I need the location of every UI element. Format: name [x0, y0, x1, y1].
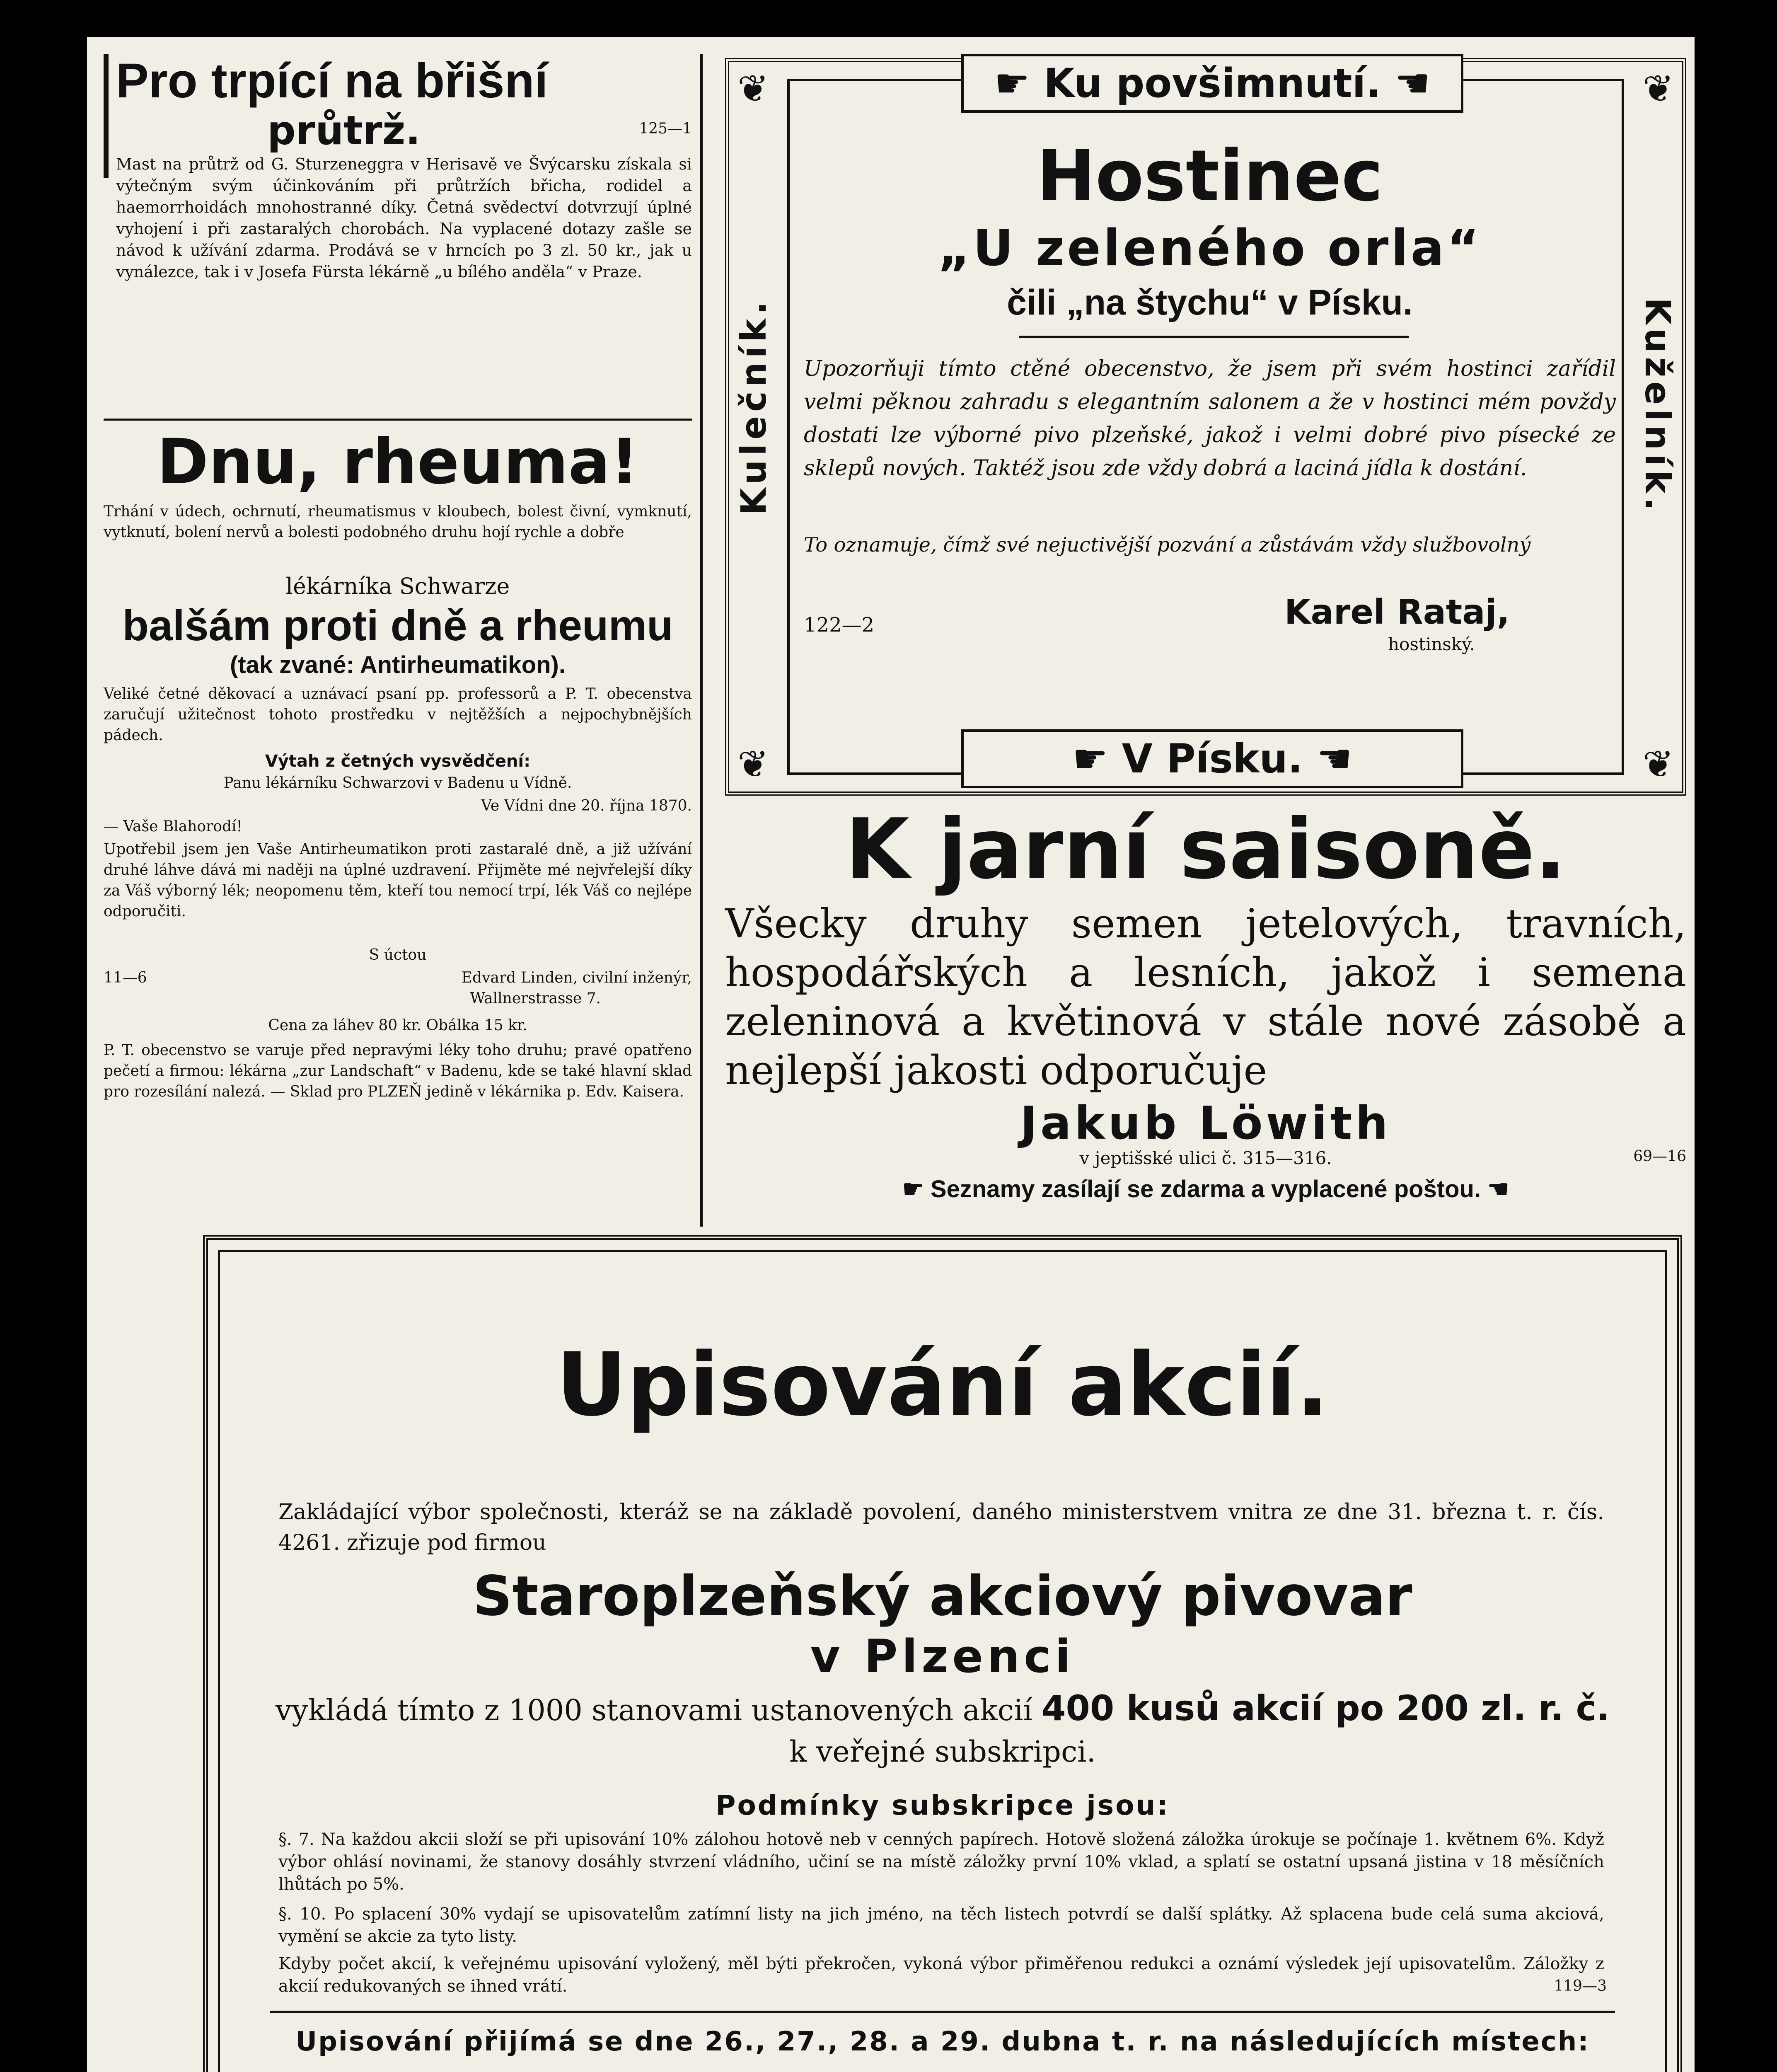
- condition-3: Kdyby počet akcií, k veřejnému upisování vyložený, měl býti překročen, vykoná výbor přiměřenou redukci a oznámí výsledek její upisovatelům. Záložky z akcií redukovaných se ihned vrátí.: [278, 1954, 1604, 1996]
- hostinec-ad: [725, 58, 1686, 796]
- hostinec-signature: Karel Rataj,: [1284, 593, 1510, 632]
- prutrz-body: Mast na průtrž od G. Sturzeneggra v Herisavě ve Švýcarsku získala si výtečným svým účinkováním při průtržích břicha, rodidel a haemorrhoidách mnohostranné díky. Četná svědectví dotvrzují úplné vyhojení i při zastaralých chorobách. Na vyplacené dotazy zašle se návod k užívání zdarma. Prodává se v hrncích po 3 zl. 50 kr., jak u vynálezce, tak i v Josefa Fürsta lékárně „u bílého anděla“ v Praze.: [116, 155, 692, 281]
- jarni-title: K jarní saisoně.: [845, 801, 1567, 898]
- pointing-hand-icon: ☚: [1395, 60, 1431, 107]
- condition-code: 119—3: [1554, 1978, 1607, 1995]
- banner-top-text: Ku povšimnutí.: [1044, 60, 1381, 107]
- dnu-excerpt-title: Výtah z četných vysvědčení:: [265, 752, 531, 771]
- offer-c: k veřejné subskripci.: [789, 1735, 1096, 1769]
- pointing-hand-icon: ☚: [1487, 1176, 1509, 1203]
- hostinec-body2: To oznamuje, čímž své nejuctivější pozvání a zůstávám vždy službovolný: [804, 533, 1531, 557]
- divider: [270, 2011, 1615, 2013]
- floral-ornament-icon: ❦: [1642, 67, 1674, 111]
- newspaper-page: [87, 37, 1695, 2072]
- upisovani-company: Staroplzeňský akciový pivovar: [473, 1564, 1412, 1628]
- offer-a: vykládá tímto z 1000 stanovami ustanovených akcií: [275, 1693, 1032, 1727]
- dnu-body2: Veliké četné děkovací a uznávací psaní pp. professorů a P. T. obecenstva zaručují užitečnost tohoto prostředku v nejtěžších a nejpochybnějších pádech.: [104, 685, 692, 744]
- pointing-hand-icon: ☛: [994, 60, 1030, 107]
- hostinec-signature-role: hostinský.: [1388, 634, 1475, 654]
- dnu-pharmacy: lékárníka Schwarze: [285, 573, 510, 599]
- jarni-body: Všecky druhy semen jetelových, travních, hospodářských a lesních, jakož i semena zeleninová a květinová v stále nové zásobě a nejlepší jakosti odporučuje: [725, 900, 1686, 1094]
- jarni-note-text: Seznamy zasílají se zdarma a vyplacené poštou.: [930, 1176, 1481, 1203]
- divider: [1019, 336, 1409, 338]
- hostinec-subtitle: „U zeleného orla“: [938, 220, 1482, 277]
- divider: [104, 419, 692, 421]
- dnu-letter-addr: Panu lékárníku Schwarzovi v Badenu u Vídně.: [223, 775, 572, 792]
- banner-bottom-text: V Písku.: [1122, 736, 1303, 782]
- dnu-body1: Trhání v údech, ochrnutí, rheumatismus v kloubech, bolest čivní, vymknutí, vytknutí, bolení nervů a bolesti podobného druhu hojí rychle a dobře: [104, 503, 692, 541]
- dnu-price: Cena za láhev 80 kr. Obálka 15 kr.: [268, 1017, 527, 1034]
- hostinec-subtitle2: čili „na štychu“ v Písku.: [1007, 283, 1413, 322]
- prutrz-title2: průtrž.: [267, 107, 421, 154]
- prutrz-code: 125—1: [639, 120, 692, 137]
- dnu-code: 11—6: [104, 969, 147, 986]
- condition-2: §. 10. Po splacení 30% vydají se upisovatelům zatímní listy na jich jméno, na těch listech potvrdí se další splátky. Až splacena bude celá suma akciová, vymění se akcie za tyto listy.: [278, 1905, 1604, 1946]
- pointing-hand-icon: ☛: [902, 1176, 924, 1203]
- dnu-aka: (tak zvané: Antirheumatikon).: [230, 651, 566, 678]
- upisovani-city: v Plzenci: [810, 1630, 1075, 1683]
- conditions-title: Podmínky subskripce jsou:: [716, 1789, 1170, 1821]
- dnu-letter-salut: — Vaše Blahorodí!: [104, 818, 243, 835]
- dnu-letter-sign1: S úctou: [369, 946, 427, 963]
- dnu-letter-body: Upotřebil jsem jen Vaše Antirheumatikon proti zastaralé dně, a již užívání druhé láhve dává mi naději na úplné uzdravení. Přijměte mé nejvřelejší díky za Váš výborný lék; neopomenu těm, kteří tou nemocí trpí, lék Váš co nejlépe odporučiti.: [104, 841, 692, 920]
- side-left-label: Kulečník.: [733, 297, 774, 515]
- places-title: Upisování přijímá se dne 26., 27., 28. a 29. dubna t. r. na následujících místech:: [295, 2026, 1590, 2057]
- upisovani-intro: Zakládající výbor společnosti, kteráž se na základě povolení, daného ministerstvem vnitra ze dne 31. března t. r. čís. 4261. zřizuje pod firmou: [278, 1500, 1604, 1555]
- column-rule: [700, 54, 703, 1227]
- condition-1: §. 7. Na každou akcii složí se při upisování 10% zálohou hotově neb v cenných papírech. Hotově složená záložka úrokuje se počínaje 1. květnem 6%. Když výbor ohlásí novinami, že stanovy dosáhly stvrzení vládního, učiní se na místě záložky první 10% vklad, a splatí se ostatní upsaná jistina v 18 měsíčních lhůtách po 5%.: [278, 1830, 1604, 1894]
- dnu-title: Dnu, rheuma!: [157, 426, 639, 498]
- jarni-note: [725, 1173, 1686, 1206]
- floral-ornament-icon: ❦: [737, 743, 769, 786]
- prutrz-title: Pro trpící na břišní: [116, 53, 548, 108]
- upisovani-title: Upisování akcií.: [556, 1334, 1329, 1435]
- side-right-label: Kuželník.: [1637, 297, 1678, 515]
- jarni-code: 69—16: [1633, 1148, 1686, 1165]
- ad-bar: [104, 54, 109, 178]
- banner-top: [961, 54, 1463, 113]
- jarni-merchant: Jakub Löwith: [1020, 1097, 1391, 1150]
- left-column: [104, 54, 692, 1214]
- dnu-letter-date: Ve Vídni dne 20. října 1870.: [481, 797, 692, 814]
- dnu-footer: P. T. obecenstvo se varuje před nepravými léky toho druhu; pravé opatřeno pečetí a firmou: lékárna „zur Landschaft“ v Badenu, kde se také hlavní sklad pro rozesílání nalezá. — Sklad pro PLZEŇ jedině v lékárnika p. Edv. Kaisera.: [104, 1042, 692, 1100]
- floral-ornament-icon: ❦: [737, 67, 769, 111]
- banner-bottom: [961, 729, 1463, 788]
- jarni-ad: [725, 800, 1686, 1214]
- dnu-letter-sign2: Edvard Linden, civilní inženýr,: [461, 969, 692, 986]
- hostinec-body1: Upozorňuji tímto ctěné obecenstvo, že jsem při svém hostinci zařídil velmi pěknou zahradu s elegantním salonem a že v hostinci mém povždy dostati lze výborné pivo plzeňské, jakož i velmi dobré pivo písecké ze sklepů nových. Taktéž jsou zde vždy dobrá a laciná jídla k dostání.: [804, 356, 1616, 481]
- upisovani-offer: [270, 1687, 1615, 1772]
- pointing-hand-icon: ☛: [1072, 736, 1108, 782]
- offer-b: 400 kusů akcií po 200 zl. r. č.: [1042, 1688, 1610, 1728]
- upisovani-ad: [203, 1235, 1682, 2072]
- jarni-address: v jeptišské ulici č. 315—316.: [1079, 1148, 1332, 1168]
- floral-ornament-icon: ❦: [1642, 743, 1674, 786]
- hostinec-title: Hostinec: [1036, 135, 1383, 217]
- dnu-letter-sign3: Wallnerstrasse 7.: [470, 990, 601, 1007]
- pointing-hand-icon: ☚: [1316, 736, 1352, 782]
- dnu-balsam: balšám proti dně a rheumu: [122, 602, 673, 650]
- hostinec-code: 122—2: [804, 613, 875, 637]
